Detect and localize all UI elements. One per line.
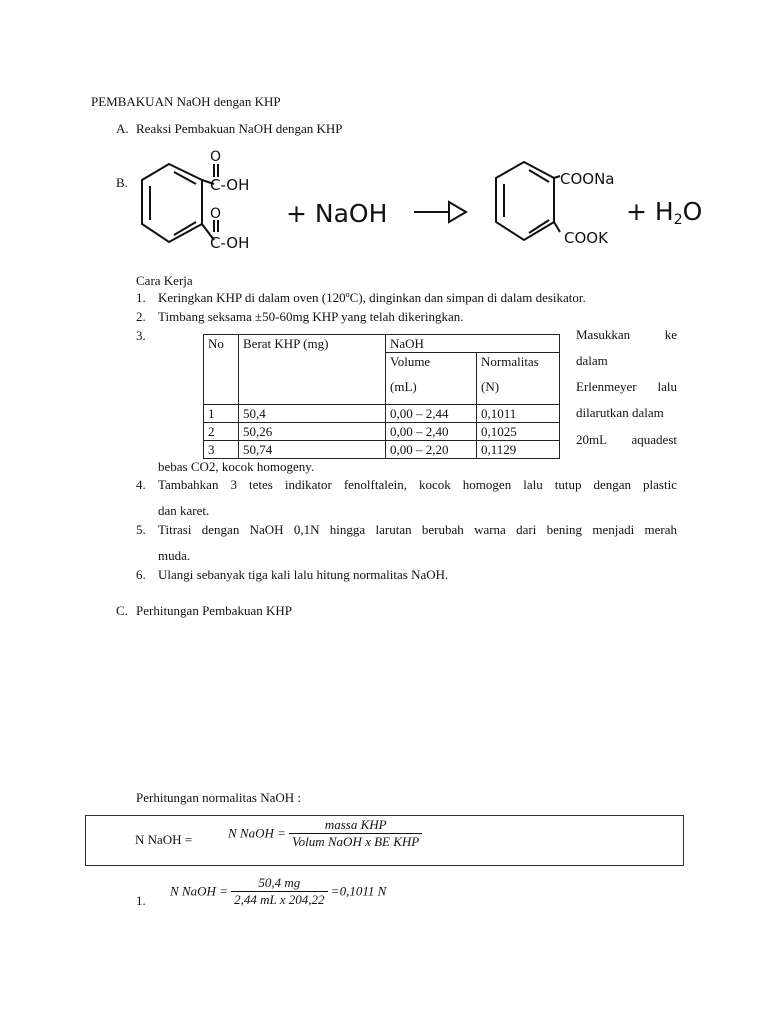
cell-berat: 50,4 xyxy=(239,405,386,423)
section-a-heading: Reaksi Pembakuan NaOH dengan KHP xyxy=(136,121,343,136)
table-row xyxy=(204,405,560,423)
reaction-scheme-image xyxy=(124,142,714,262)
table-row xyxy=(204,423,560,441)
plus-naoh: + NaOH xyxy=(286,199,388,228)
step-3-side-line-1: Masukkan ke xyxy=(576,327,677,342)
plus-water: + H2O xyxy=(626,197,703,228)
step-3-side-line-4: dilarutkan dalam xyxy=(576,405,664,420)
section-a-marker: A. xyxy=(116,121,129,136)
formula-lhs-label: N NaOH = xyxy=(135,832,193,847)
step-3-number: 3. xyxy=(136,328,146,343)
calc-1-number: 1. xyxy=(136,893,146,908)
step-5-number: 5. xyxy=(136,522,146,537)
step-3-side-line-5: 20mL aquadest xyxy=(576,432,677,447)
cell-berat: 50,74 xyxy=(239,441,386,459)
cell-volume: 0,00 – 2,20 xyxy=(386,441,477,459)
step-6-number: 6. xyxy=(136,567,146,582)
calc-1-fraction xyxy=(231,875,327,908)
calc-1-result: =0,1011 N xyxy=(330,883,387,899)
table-row xyxy=(204,441,560,459)
cell-berat: 50,26 xyxy=(239,423,386,441)
cell-no: 1 xyxy=(204,405,239,423)
phthalic-acid-structure xyxy=(142,164,218,242)
formula-fraction xyxy=(289,817,422,850)
header-no: No xyxy=(204,335,239,405)
header-volume: Volume xyxy=(386,353,477,371)
calc-1-numerator: 50,4 mg xyxy=(231,875,327,892)
table-header-row xyxy=(204,335,560,353)
step-3-continuation: bebas CO2, kocok homogeny. xyxy=(158,459,315,474)
step-3-side-line-2: dalam xyxy=(576,353,608,368)
section-b-marker: B. xyxy=(116,175,128,190)
calc-1-equation xyxy=(170,875,386,908)
formula-box xyxy=(85,815,684,866)
cara-kerja-heading: Cara Kerja xyxy=(136,273,193,288)
carbonyl-oxygen-top: O xyxy=(210,149,222,165)
product-coona: COONa xyxy=(560,170,615,188)
step-3-side-line-3: Erlenmeyer lalu xyxy=(576,379,677,394)
step-5-text-line-1: Titrasi dengan NaOH 0,1N hingga larutan berubah warna dari bening menjadi merah xyxy=(158,522,677,537)
formula-numerator: massa KHP xyxy=(289,817,422,834)
step-1-text: Keringkan KHP di dalam oven (120ºC), dinginkan dan simpan di dalam desikator. xyxy=(158,290,586,305)
cell-no: 3 xyxy=(204,441,239,459)
step-4-text-line-2: dan karet. xyxy=(158,503,210,518)
header-berat: Berat KHP (mg) xyxy=(239,335,386,405)
formula-lhs-math: N NaOH = xyxy=(228,825,286,841)
khp-data-table xyxy=(203,334,560,459)
potassium-sodium-phthalate-structure xyxy=(496,162,560,240)
cell-normalitas: 0,1129 xyxy=(477,441,560,459)
header-volume-unit: (mL) xyxy=(386,370,477,405)
section-c-marker: C. xyxy=(116,603,128,618)
header-normalitas-unit: (N) xyxy=(477,370,560,405)
step-5-text-line-2: muda. xyxy=(158,548,191,563)
cell-volume: 0,00 – 2,44 xyxy=(386,405,477,423)
reactant-cooh-top: C-OH xyxy=(210,176,250,194)
formula-equation xyxy=(228,817,422,850)
reactant-cooh-bottom: C-OH xyxy=(210,234,250,252)
calc-1-lhs: N NaOH = xyxy=(170,883,228,899)
cell-volume: 0,00 – 2,40 xyxy=(386,423,477,441)
cell-no: 2 xyxy=(204,423,239,441)
cell-normalitas: 0,1011 xyxy=(477,405,560,423)
step-2-number: 2. xyxy=(136,309,146,324)
header-normalitas: Normalitas xyxy=(477,353,560,371)
step-1-number: 1. xyxy=(136,290,146,305)
reaction-arrow-icon xyxy=(414,202,466,222)
calc-1-denominator: 2,44 mL x 204,22 xyxy=(234,892,325,907)
perhitungan-label: Perhitungan normalitas NaOH : xyxy=(136,790,301,805)
step-4-number: 4. xyxy=(136,477,146,492)
step-2-text: Timbang seksama ±50-60mg KHP yang telah dikeringkan. xyxy=(158,309,464,324)
document-title: PEMBAKUAN NaOH dengan KHP xyxy=(91,94,281,109)
step-4-text-line-1: Tambahkan 3 tetes indikator fenolftalein, kocok homogen lalu tutup dengan plastic xyxy=(158,477,677,492)
section-c-heading: Perhitungan Pembakuan KHP xyxy=(136,603,292,618)
formula-denominator: Volum NaOH x BE KHP xyxy=(292,834,420,849)
product-cook: COOK xyxy=(564,229,608,247)
header-naoh: NaOH xyxy=(386,335,560,353)
cell-normalitas: 0,1025 xyxy=(477,423,560,441)
carbonyl-oxygen-bottom: O xyxy=(210,206,222,222)
step-6-text: Ulangi sebanyak tiga kali lalu hitung normalitas NaOH. xyxy=(158,567,449,582)
